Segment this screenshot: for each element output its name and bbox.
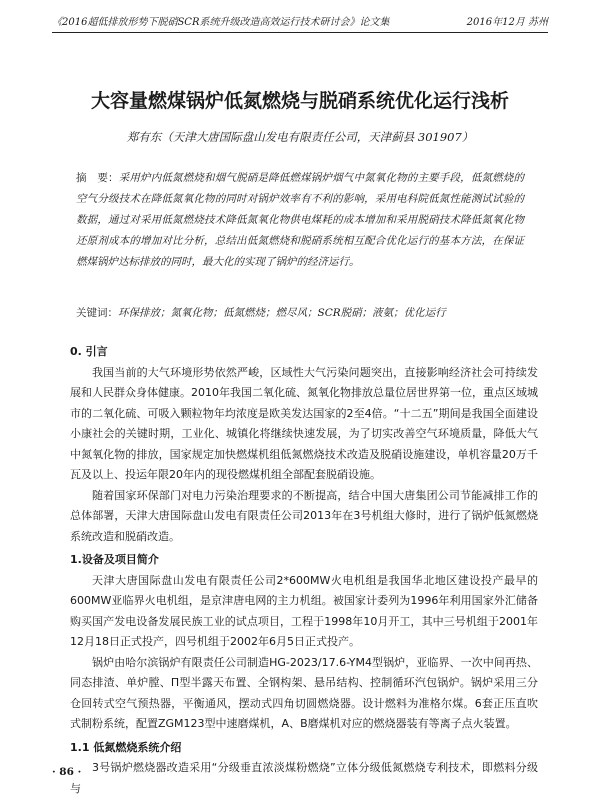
paragraph: 锅炉由哈尔滨锅炉有限责任公司制造HG-2023/17.6-YM4型锅炉，亚临界、一次中间再热、同态排渣、单炉膛、Π型半露天布置、全钢构架、悬吊结构、控制循环汽包锅炉。锅炉采用三分仓回转式空气预热器，平衡通风，摆动式四角切圆燃烧器。设计燃料为准格尔煤。6套正压直吹式制粉系统，配置ZGM123型中速磨煤机，A、B磨煤机对应的燃烧器装有等离子点火装置。 <box>70 655 538 730</box>
paper-title: 大容量燃煤锅炉低氮燃烧与脱硝系统优化运行浅析 <box>90 90 509 112</box>
body-text <box>70 342 538 799</box>
header-proceedings-title: 《2016超低排放形势下脱硝SCR系统升级改造高效运行技术研讨会》论文集 <box>52 17 390 28</box>
section-heading-equipment: 1.设备及项目简介 <box>70 553 159 566</box>
header-date-location: 2016年12月 苏州 <box>466 17 548 28</box>
abstract-label: 摘 要： <box>76 172 119 184</box>
paragraph: 天津大唐国际盘山发电有限责任公司2*600MW火电机组是我国华北地区建设投产最早的600MW亚临界火电机组，是京津唐电网的主力机组。被国家计委列为1996年利用国家外汇储备购买国产发电设备发展民族工业的试点项目，工程于1998年10月开工，其中三号机组于2001年12月18日正式投产，四号机组于2002年6月5日正式投产。 <box>70 573 538 648</box>
abstract-text: 采用炉内低氮燃烧和烟气脱硝是降低燃煤锅炉烟气中氮氧化物的主要手段，低氮燃烧的空气分级技术在降低氮氧化物的同时对锅炉效率有不利的影响，采用电科院低氮性能测试试验的数据，通过对采用低氮燃烧技术降低氮氧化物供电煤耗的成本增加和采用脱硝技术降低氮氧化物还原剂成本的增加对比分析，总结出低氮燃烧和脱硝系统相互配合优化运行的基本方法，在保证燃煤锅炉达标排放的同时，最大化的实现了锅炉的经济运行。 <box>76 172 525 268</box>
keywords-label: 关键词： <box>76 307 118 319</box>
section-heading-low-nox-system: 1.1 低氮燃烧系统介绍 <box>70 740 182 754</box>
page-number: · 86 · <box>52 766 82 778</box>
author-affiliation: 郑有东（天津大唐国际盘山发电有限责任公司，天津蓟县 301907） <box>126 130 474 144</box>
abstract <box>76 168 524 273</box>
section-heading-introduction: 0. 引言 <box>70 345 108 358</box>
paragraph: 随着国家环保部门对电力污染治理要求的不断提高，结合中国大唐集团公司节能减排工作的总体部署，天津大唐国际盘山发电有限责任公司2013年在3号机组大修时，进行了锅炉低氮燃烧系统改造和脱硝改造。 <box>70 488 538 543</box>
paragraph: 3号锅炉燃烧器改造采用“分级垂直浓淡煤粉燃烧”立体分级低氮燃烧专利技术，即燃料分级与 <box>70 761 538 795</box>
paragraph: 我国当前的大气环境形势依然严峻，区域性大气污染问题突出，直接影响经济社会可持续发展和人民群众身体健康。2010年我国二氧化硫、氮氧化物排放总量位居世界第一位，重点区域城市的二氧化硫、可吸入颗粒物年均浓度是欧美发达国家的2至4倍。“十二五”期间是我国全面建设小康社会的关键时期，工业化、城镇化将继续快速发展，为了切实改善空气环境质量，降低大气中氮氧化物的排放，国家规定加快燃煤机组低氮燃烧技术改造及脱硝设施建设，单机容量20万千瓦及以上、投运年限20年内的现役燃煤机组全部配套脱硝设施。 <box>70 365 538 481</box>
keywords <box>76 303 524 323</box>
running-header <box>52 14 548 33</box>
keywords-text: 环保排放；氮氧化物；低氮燃烧；燃尽风；SCR脱硝；液氨；优化运行 <box>118 307 446 319</box>
